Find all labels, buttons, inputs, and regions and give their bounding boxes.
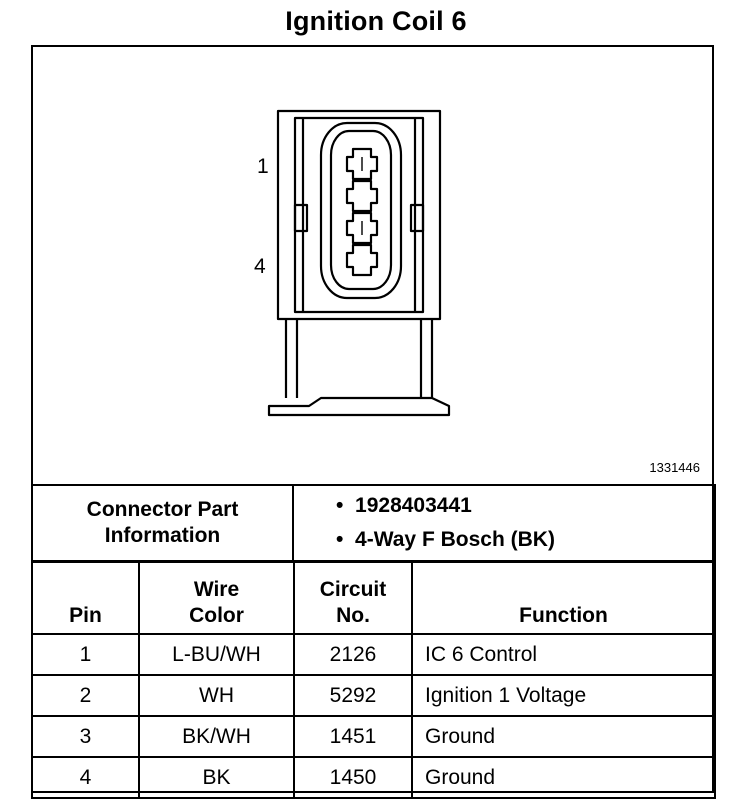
pin-cell: 4 [32,757,139,798]
terminal-4 [347,245,377,275]
header-circuit-line1: Circuit [319,578,387,601]
connector-part-number [336,489,714,523]
header-function: Function [412,562,715,634]
connector-info-label-line2: Information [104,524,221,547]
pin-label-4: 4 [254,255,266,278]
header-wire-line2: Color [189,604,244,627]
connector-drawing [31,45,714,485]
table-row [32,634,715,675]
table-row [32,675,715,716]
circuit-cell: 1451 [294,716,412,757]
circuit-cell: 5292 [294,675,412,716]
circuit-cell: 1450 [294,757,412,798]
connector-description [336,523,714,557]
circuit-cell: 2126 [294,634,412,675]
header-pin: Pin [32,562,139,634]
pin-cell: 3 [32,716,139,757]
table-row [32,716,715,757]
terminal-2 [347,181,377,211]
header-wire-color [139,562,294,634]
pin-cell: 2 [32,675,139,716]
header-circuit-no [294,562,412,634]
header-circuit-line2: No. [336,604,370,627]
pin-table [31,561,716,799]
pin-label-1: 1 [257,155,269,178]
header-wire-line1: Wire [193,578,240,601]
bullet: • [336,528,344,551]
function-cell: Ground [412,716,715,757]
connector-info-values [293,485,715,561]
function-cell: IC 6 Control [412,634,715,675]
connector-info-label-line1: Connector Part [86,498,239,521]
pin-table-header [32,562,715,634]
wire-color-cell: BK/WH [139,716,294,757]
page-title: Ignition Coil 6 [285,6,467,36]
wire-color-cell: L-BU/WH [139,634,294,675]
connector-description-value: 4-Way F Bosch (BK) [355,528,555,551]
wire-color-cell: BK [139,757,294,798]
figure-id: 1331446 [649,460,700,475]
function-cell: Ignition 1 Voltage [412,675,715,716]
connector-diagram [31,45,714,485]
connector-info-label [32,485,293,561]
connector-info-table [31,484,716,562]
wire-color-cell: WH [139,675,294,716]
table-row [32,757,715,798]
function-cell: Ground [412,757,715,798]
pin-cell: 1 [32,634,139,675]
part-number-value: 1928403441 [355,494,472,517]
connector-base [269,398,449,415]
bullet: • [336,494,344,517]
